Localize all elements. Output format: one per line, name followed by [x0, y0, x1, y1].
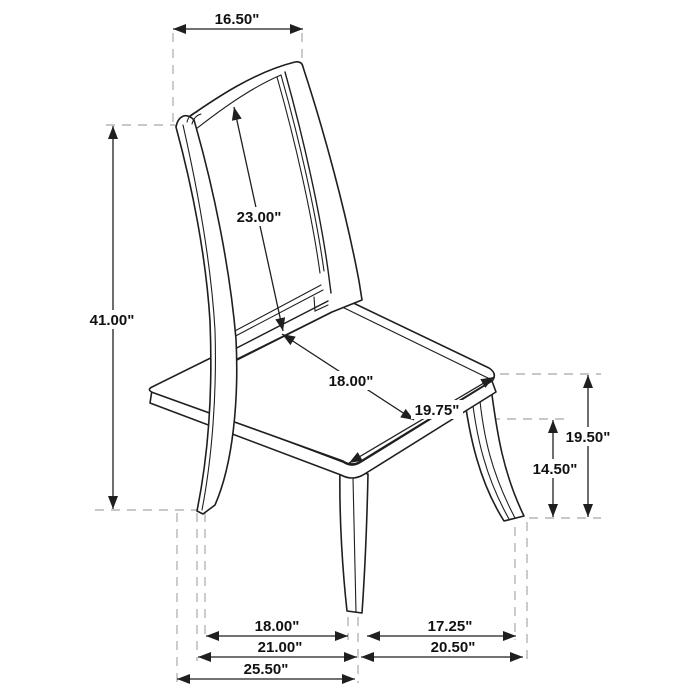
arrow-right: [510, 652, 523, 662]
arrow-up: [548, 420, 558, 433]
arrow-down: [548, 504, 558, 517]
arrow-left: [206, 631, 219, 641]
arrow-right: [342, 674, 355, 684]
dim-label-overall-height: 41.00": [89, 312, 135, 329]
arrow-left: [367, 631, 380, 641]
arrow-up: [583, 375, 593, 388]
arrow-left: [173, 24, 186, 34]
arrow-right: [503, 631, 516, 641]
dim-label-seat-height: 19.50": [565, 429, 611, 446]
dim-label-base-rear-width: 17.25": [427, 618, 473, 635]
arrow-right: [344, 652, 357, 662]
arrow-right: [335, 631, 348, 641]
dim-label-base-depth: 21.00": [257, 639, 303, 656]
dim-label-seat-frame-height: 14.50": [532, 461, 578, 478]
dim-label-seat-diagonal-width: 19.75": [414, 402, 460, 419]
arrow-down: [583, 504, 593, 517]
arrow-down: [108, 496, 118, 509]
dim-label-seat-diagonal-depth: 18.00": [328, 373, 374, 390]
arrow-left: [177, 674, 190, 684]
dim-label-base-width: 20.50": [430, 639, 476, 656]
dim-label-base-front-depth: 18.00": [254, 618, 300, 635]
dim-label-back-top-width: 16.50": [214, 11, 260, 28]
seat-top: [149, 297, 494, 465]
arrow-left: [198, 652, 211, 662]
arrow-up: [108, 126, 118, 139]
dim-label-back-diagonal: 23.00": [236, 209, 282, 226]
arrow-right: [290, 24, 303, 34]
dim-label-overall-depth: 25.50": [243, 661, 289, 678]
arrow-left: [361, 652, 374, 662]
